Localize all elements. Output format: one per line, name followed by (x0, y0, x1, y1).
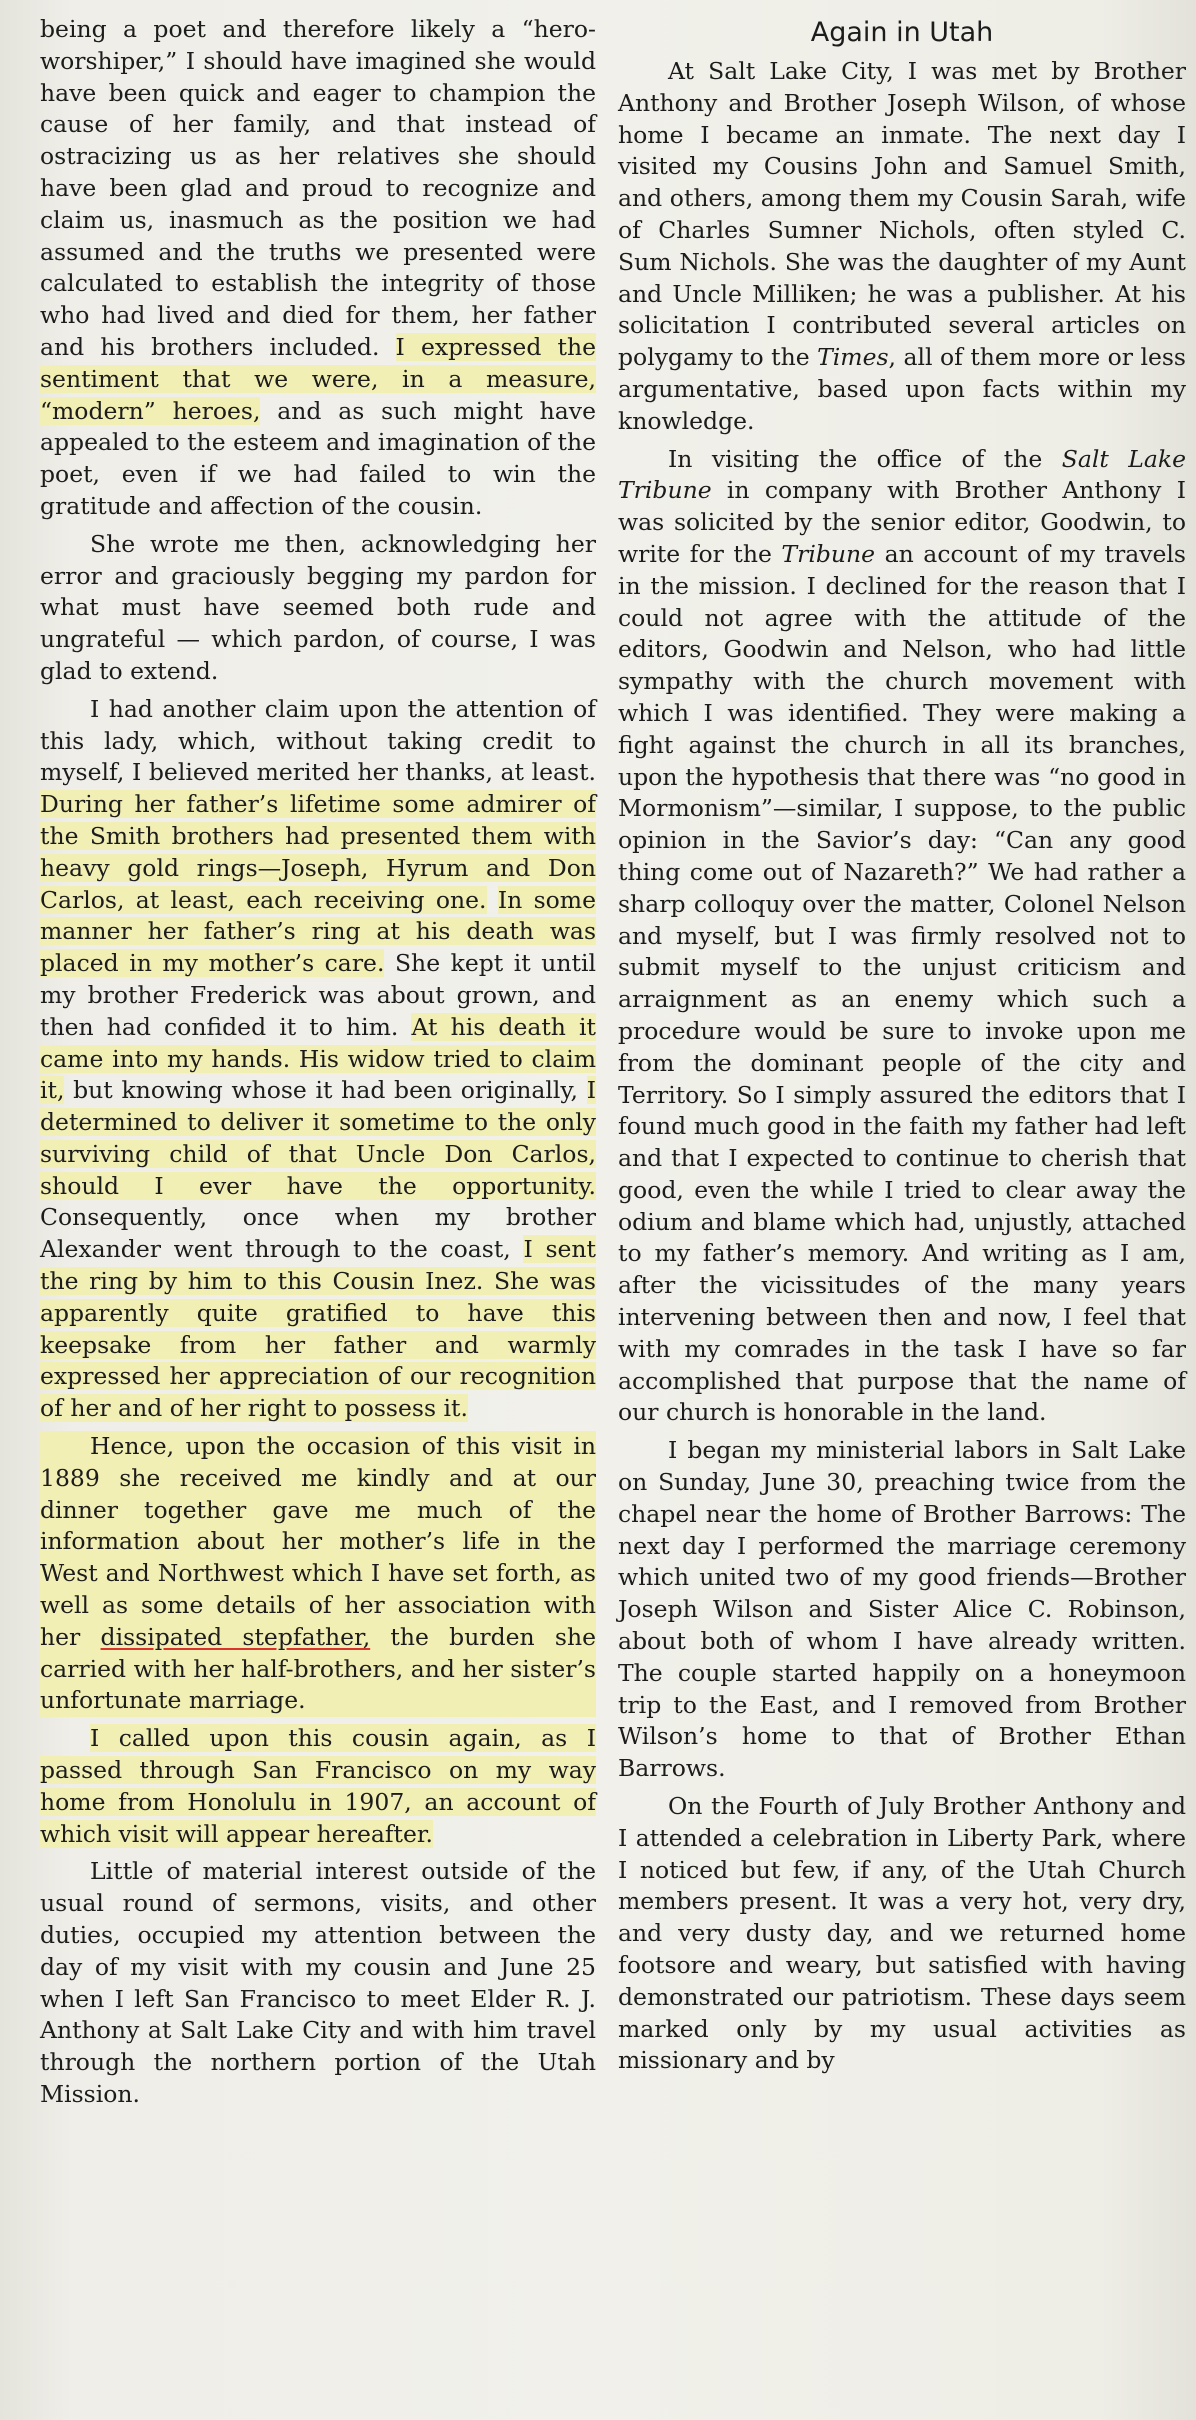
highlighted-text: I determined to deliver it sometime to the only surviving child of that Uncle Don Carlos, should I ever have the opportunity. (40, 1076, 596, 1200)
italic-text: Tribune (781, 539, 876, 568)
right-paragraph-3: I began my ministerial labors in Salt Lake on Sunday, June 30, preaching twice from the chapel near the home of Brother Barrows: The next day I performed the marriage ceremony which united two of my good friends—Brother Joseph Wilson and Sister Alice C. Robinson, about both of whom I have already written. The couple started happily on a honeymoon trip to the East, and I removed from Brother Wilson’s home to that of Brother Ethan Barrows. (618, 1436, 1186, 1783)
text-run: I had another claim upon the attention of this lady, which, without taking credit to myself, I believed merited her thanks, at least. (40, 694, 596, 787)
right-paragraph-2 (618, 444, 1186, 1430)
left-paragraph-5 (40, 1723, 596, 1850)
left-paragraph-6: Little of material interest outside of the usual round of sermons, visits, and other duties, occupied my attention between the day of my visit with my cousin and June 25 when I left San Francisco to meet Elder R. J. Anthony at Salt Lake City and with him travel through the northern portion of the Utah Mission. (40, 1857, 596, 2108)
italic-text: Salt Lake Tribune (618, 444, 1186, 505)
text-run: In visiting the office of the (668, 444, 1062, 473)
underlined-text: dissipated stepfather, (100, 1622, 371, 1651)
right-paragraph-1 (618, 56, 1186, 438)
text-run: being a poet and therefore likely a “hero-worshiper,” I should have imagined she would have been quick and eager to champion the cause of her family, and that instead of ostracizing us as her relatives she should have been glad and proud to recognize and claim us, inasmuch as the position we had assumed and the truths we presented were calculated to establish the integrity of those who had lived and died for them, her father and his brothers included. (40, 15, 596, 361)
highlighted-text: I sent the ring by him to this Cousin Inez. She was apparently quite gratified to have this keepsake from her father and warmly expressed her appreciation of our recognition of her and of her right to possess it. (40, 1235, 596, 1423)
highlighted-text: During her father’s lifetime some admirer of the Smith brothers had presented them with heavy gold rings—Joseph, Hyrum and Don Carlos, at least, each receiving one. (40, 790, 596, 914)
text-run: , all of them more or less argumentative, based upon facts within my knowledge. (618, 343, 1186, 435)
highlighted-text: In some manner her father’s ring at his death was placed in my mother’s care. (40, 885, 596, 978)
text-run: an account of my travels in the mission. I declined for the reason that I could not agree with the attitude of the editors, Goodwin and Nelson, who had little sympathy with the church movement with which I was identified. They were making a fight against the church in all its branches, upon the hypothesis that there was “no good in Mormonism”—similar, I suppose, to the public opinion in the Savior’s day: “Can any good thing come out of Nazareth?” We had rather a sharp colloquy over the matter, Colonel Nelson and myself, but I was firmly resolved not to submit myself to the unjust criticism and arraignment as an enemy which such a procedure would be sure to invoke upon me from the dominant people of the city and Territory. So I simply assured the editors that I found much good in the faith my father had left and that I expected to continue to cherish that good, even the while I tried to clear away the odium and blame which had, unjustly, attached to my father’s memory. And writing as I am, after the vicissitudes of the many years intervening between then and now, I feel that with my comrades in the task I have so far accomplished that purpose that the name of our church is honorable in the land. (618, 539, 1186, 1427)
italic-text: Times (817, 343, 889, 372)
highlighted-text: At his death it came into my hands. His widow tried to claim it, (40, 1012, 596, 1105)
left-paragraph-4 (40, 1431, 596, 1717)
left-column (40, 14, 596, 2111)
left-paragraph-3 (40, 694, 596, 1425)
left-paragraph-1 (40, 14, 596, 523)
section-heading: Again in Utah (810, 17, 994, 48)
left-paragraph-2: She wrote me then, acknowledging her error and graciously begging my pardon for what must have seemed both rude and ungrateful — which pardon, of course, I was glad to extend. (40, 529, 596, 685)
text-run: the burden she carried with her half-brothers, and her sister’s unfortunate marriage. (40, 1622, 596, 1715)
text-run: and as such might have appealed to the esteem and imagination of the poet, even if we had failed to win the gratitude and affection of the cousin. (40, 396, 596, 520)
right-column (618, 14, 1186, 2077)
highlighted-text: I called upon this cousin again, as I passed through San Francisco on my way home from Honolulu in 1907, an account of which visit will appear hereafter. (40, 1724, 596, 1848)
highlighted-text: I expressed the sentiment that we were, in a measure, “modern” heroes, (40, 332, 596, 425)
text-run: At Salt Lake City, I was met by Brother Anthony and Brother Joseph Wilson, of whose home I became an inmate. The next day I visited my Cousins John and Samuel Smith, and others, among them my Cousin Sarah, wife of Charles Sumner Nichols, often styled C. Sum Nichols. She was the daughter of my Aunt and Uncle Milliken; he was a publisher. At his solicitation I contributed several articles on polygamy to the (618, 57, 1186, 372)
text-run (487, 886, 498, 914)
text-run: Consequently, once when my brother Alexander went through to the coast, (40, 1203, 596, 1264)
text-run: She kept it until my brother Frederick was about grown, and then had confided it to him. (40, 949, 596, 1041)
text-run: but knowing whose it had been originally, (64, 1076, 587, 1105)
text-run: Hence, upon the occasion of this visit in 1889 she received me kindly and at our dinner together gave me much of the information about her mother’s life in the West and Northwest which I have set forth, as well as some details of her association with her (40, 1432, 596, 1651)
right-paragraph-4: On the Fourth of July Brother Anthony and I attended a celebration in Liberty Park, where I noticed but few, if any, of the Utah Church members present. It was a very hot, very dry, and very dusty day, and we returned home footsore and weary, but satisfied with having demonstrated our patriotism. These days seem marked only by my usual activities as missionary and by (618, 1792, 1186, 2075)
text-run: in company with Brother Anthony I was solicited by the senior editor, Goodwin, to write for the (618, 476, 1186, 568)
